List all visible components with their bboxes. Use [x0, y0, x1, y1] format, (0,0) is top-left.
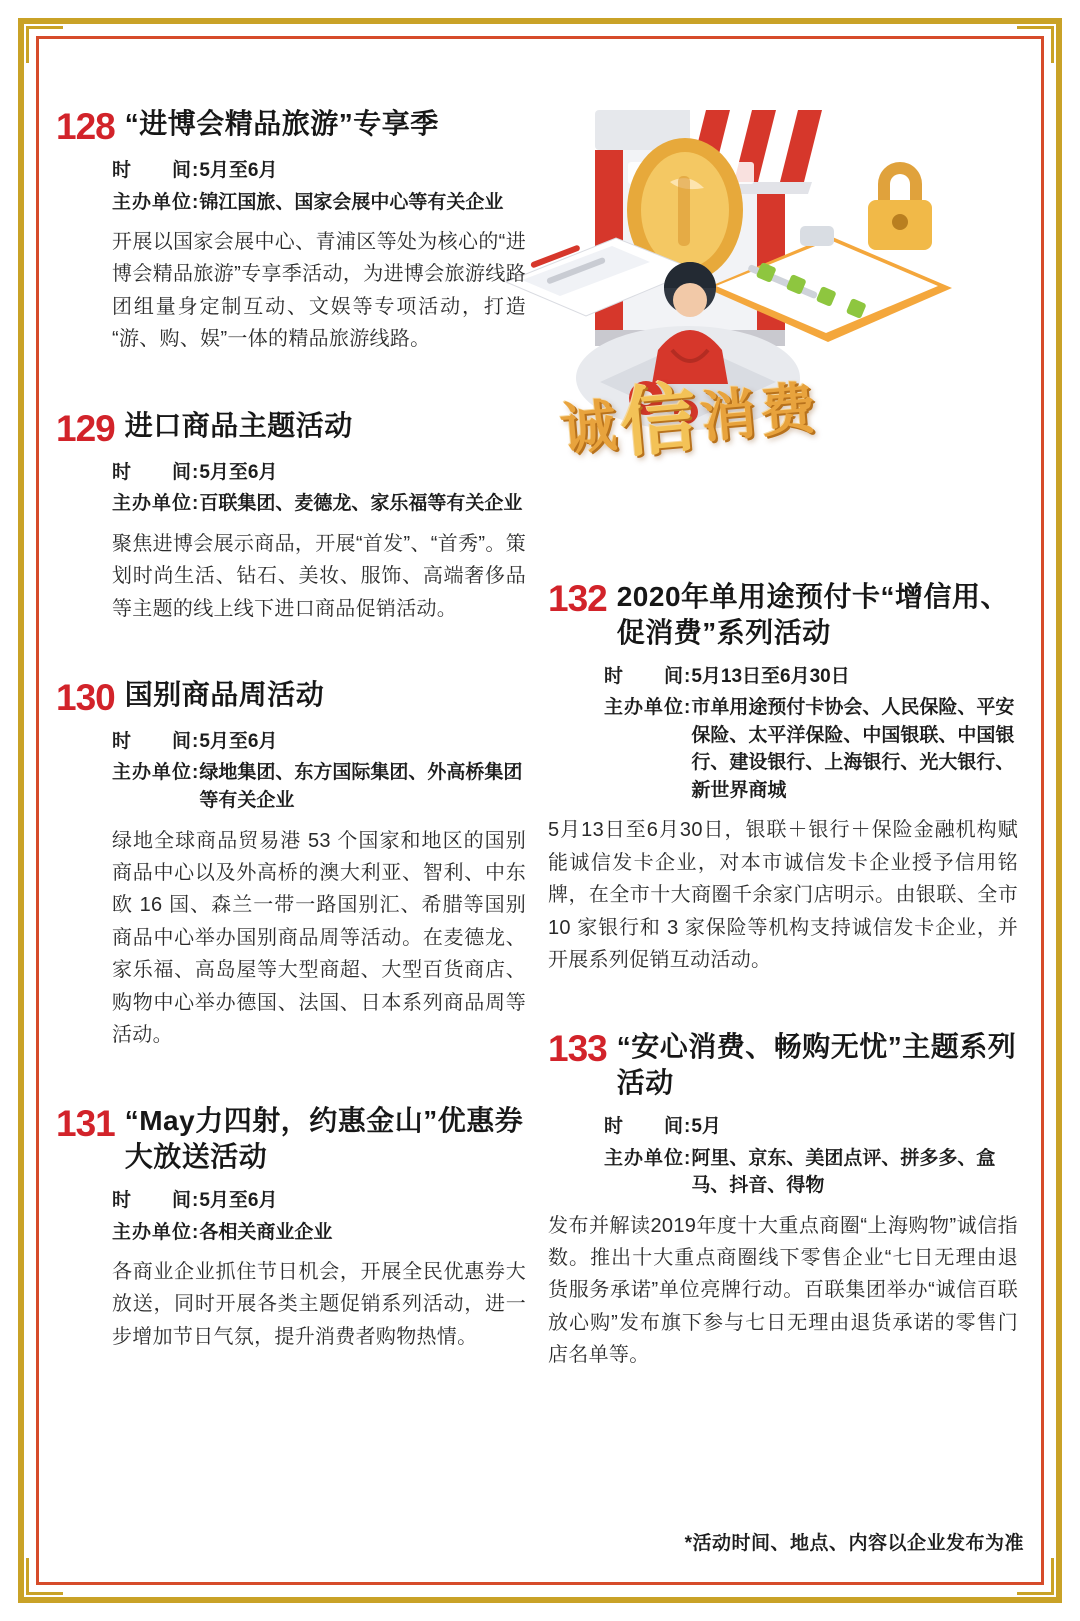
poster-content [56, 58, 1024, 1565]
entry-132-time-row [604, 663, 1018, 691]
time-label: 时 间: [112, 160, 200, 181]
entry-128-organizer: 锦江国旅、国家会展中心等有关企业 [199, 191, 504, 213]
entry-131-head [56, 1103, 526, 1175]
entry-133-description: 发布并解读2019年度十大重点商圈“上海购物”诚信指数。推出十大重点商圈线下零售企业“七日无理由退货服务承诺”单位亮牌行动。百联集团举办“诚信百联放心购”发布旗下参与七日无理由退货承诺的零售门店名单等。 [548, 1214, 1018, 1367]
entry-132-meta [604, 663, 1018, 805]
entry-133-number: 133 [548, 1028, 607, 1070]
entry-132-title: 2020年单用途预付卡“增信用、促消费”系列活动 [616, 581, 1010, 648]
entry-133-organizer-row [604, 1145, 1018, 1200]
entry-129-organizer: 百联集团、麦德龙、家乐福等有关企业 [199, 493, 523, 515]
entry-129-number: 129 [56, 407, 115, 449]
organizer-label: 主办单位: [604, 697, 692, 719]
entry-128-description: 开展以国家会展中心、青浦区等处为核心的“进博会精品旅游”专享季活动，为进博会旅游线路团组量身定制互动、文娱等专项活动，打造“游、购、娱”一体的精品旅游线路。 [112, 231, 526, 351]
entry-128-time-row [112, 157, 526, 185]
entry-133-title: “安心消费、畅购无忧”主题系列活动 [616, 1031, 1017, 1099]
entry-130-time-row [112, 728, 526, 756]
entry-128-meta [56, 157, 526, 216]
entry-130-time: 5月至6月 [199, 730, 278, 752]
entry-130-organizer: 绿地集团、东方国际集团、外高桥集团等有关企业 [199, 762, 523, 812]
entry-130-meta [56, 728, 526, 815]
entry-129-organizer-row [112, 490, 526, 518]
badge-text-right: 消费 [697, 375, 823, 450]
entry-131-title: “May力四射，约惠金山”优惠券大放送活动 [124, 1105, 524, 1173]
entry-131-organizer-row [112, 1219, 526, 1247]
entry-133-meta [604, 1113, 1018, 1200]
entry-131-time: 5月至6月 [199, 1189, 278, 1211]
entry-128-head [56, 106, 526, 145]
entry-129-title: 进口商品主题活动 [124, 409, 353, 441]
entry-131-organizer: 各相关商业企业 [199, 1221, 333, 1243]
entry-132-number: 132 [548, 578, 607, 619]
entry-130-head [56, 677, 526, 716]
entry-132-description: 5月13日至6月30日，银联＋银行＋保险金融机构赋能诚信发卡企业，对本市诚信发卡企业授予信用铭牌，在全市十大商圈千余家门店明示。由银联、全市 10 家银行和 3 家保险等机构支持诚信发卡企业，并开展系列促销互动活动。 [548, 819, 1018, 971]
entry-129-time-row [112, 459, 526, 487]
badge-text-left: 诚 [557, 393, 624, 462]
entry-128-title: “进博会精品旅游”专享季 [124, 108, 439, 139]
entry-130-title: 国别商品周活动 [124, 678, 325, 710]
time-label: 时 间: [112, 1189, 200, 1211]
left-column [56, 106, 526, 1405]
footnote: *活动时间、地点、内容以企业发布为准 [684, 1533, 1024, 1554]
entry-128-time: 5月至6月 [199, 160, 278, 181]
entry-133 [548, 1028, 1018, 1371]
time-label: 时 间: [112, 461, 200, 483]
entry-130-number: 130 [56, 676, 115, 718]
entry-133-organizer: 阿里、京东、美团点评、拼多多、盒马、抖音、得物 [691, 1147, 996, 1197]
entry-129-meta [56, 459, 526, 518]
entry-132 [548, 578, 1018, 976]
entry-132-head [548, 578, 1018, 651]
entry-130 [56, 677, 526, 1051]
organizer-label: 主办单位: [604, 1147, 692, 1169]
entry-131-number: 131 [56, 1103, 115, 1145]
entry-133-time: 5月 [691, 1116, 721, 1137]
entry-129-head [56, 408, 526, 447]
entry-128-organizer-row [112, 189, 526, 217]
entry-130-organizer-row [112, 759, 526, 814]
entry-131-time-row [112, 1187, 526, 1215]
entry-129 [56, 408, 526, 625]
entry-130-description: 绿地全球商品贸易港 53 个国家和地区的国别商品中心以及外高桥的澳大利亚、智利、中东欧 16 国、森兰一带一路国别汇、希腊等国别商品中心举办国别商品周等活动。在麦德龙、家乐福、高岛屋等大型商超、大型百货商店、购物中心举办德国、法国、日本系列商品周等活动。 [112, 829, 526, 1046]
organizer-label: 主办单位: [112, 191, 200, 213]
entry-129-description: 聚焦进博会展示商品，开展“首发”、“首秀”。策划时尚生活、钻石、美妆、服饰、高端奢侈品等主题的线上线下进口商品促销活动。 [112, 532, 526, 620]
entry-131 [56, 1103, 526, 1353]
entry-131-meta [56, 1187, 526, 1246]
time-label: 时 间: [112, 730, 200, 752]
entry-133-head [548, 1028, 1018, 1101]
entry-132-organizer: 市单用途预付卡协会、人民保险、平安保险、太平洋保险、中国银联、中国银行、建设银行、上海银行、光大银行、新世界商城 [691, 697, 1015, 801]
entry-129-time: 5月至6月 [199, 461, 278, 483]
time-label: 时 间: [604, 1116, 692, 1137]
organizer-label: 主办单位: [112, 1221, 200, 1243]
entry-131-description: 各商业企业抓住节日机会，开展全民优惠券大放送，同时开展各类主题促销系列活动，进一步增加节日气氛，提升消费者购物热情。 [112, 1261, 526, 1348]
time-label: 时 间: [604, 665, 692, 687]
entry-128-number: 128 [56, 106, 115, 147]
entry-132-time: 5月13日至6月30日 [691, 665, 850, 687]
organizer-label: 主办单位: [112, 762, 200, 784]
organizer-label: 主办单位: [112, 493, 200, 515]
entry-128 [56, 106, 526, 356]
right-column [548, 578, 1018, 1424]
entry-133-time-row [604, 1113, 1018, 1141]
badge-text-big: 信 [616, 375, 704, 468]
entry-132-organizer-row [604, 694, 1018, 804]
